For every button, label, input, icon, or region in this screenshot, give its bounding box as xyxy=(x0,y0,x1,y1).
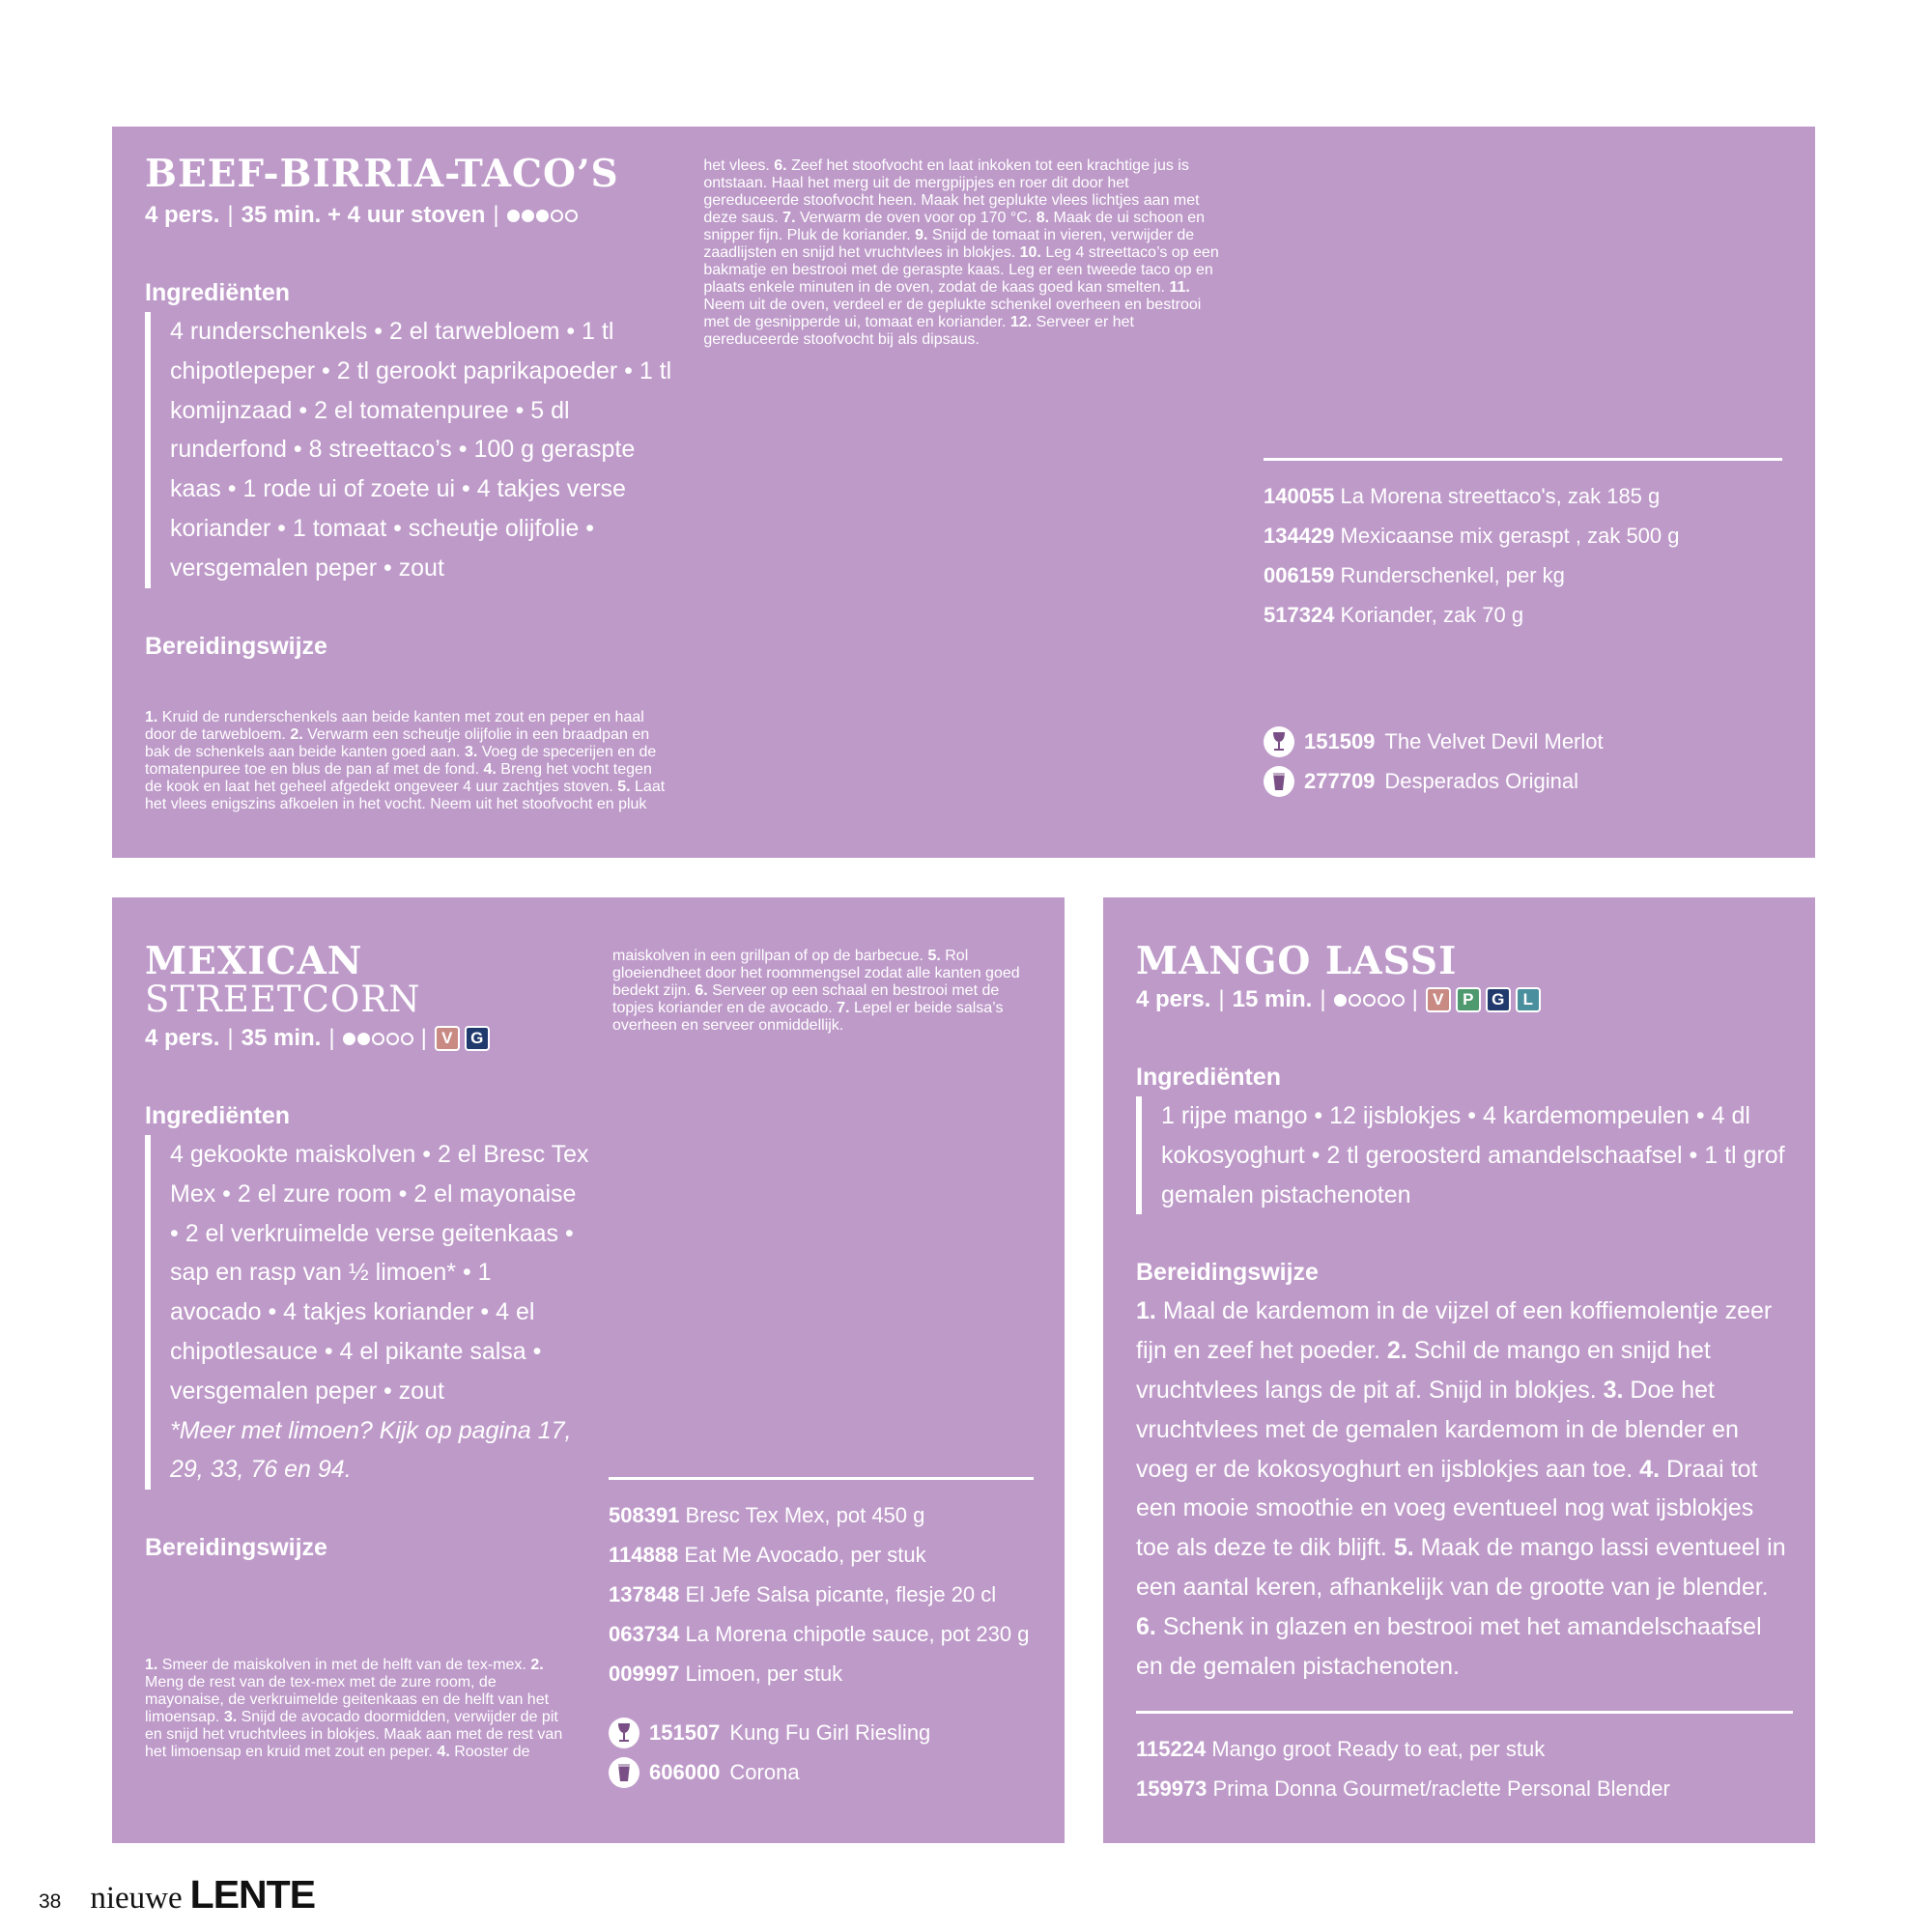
step-number: 4. xyxy=(437,1744,450,1760)
step-number: 5. xyxy=(1393,1534,1414,1562)
product-list xyxy=(1136,1729,1793,1808)
product-item xyxy=(609,1614,1034,1654)
product-item xyxy=(1136,1769,1793,1808)
step-text: Smeer de maiskolven in met de helft van de tex-mex. xyxy=(161,1657,526,1673)
wine-name: Kung Fu Girl Riesling xyxy=(729,1720,931,1745)
step-number: 5. xyxy=(617,779,631,795)
step-number: 2. xyxy=(290,726,303,743)
brand-prefix: nieuwe xyxy=(90,1881,183,1916)
prep-time: 35 min. xyxy=(241,1025,322,1051)
difficulty-dot-empty xyxy=(1363,994,1376,1007)
prep-time: 35 min. + 4 uur stoven xyxy=(241,202,486,228)
step-text: Rol gloeiendheet door het roommengsel zodat alle kanten goed bedekt zijn. xyxy=(612,948,1020,999)
recipe-title: MEXICAN xyxy=(145,939,363,983)
step-number: 4. xyxy=(1639,1455,1661,1483)
product-list xyxy=(1264,476,1782,635)
product-name: Eat Me Avocado, per stuk xyxy=(684,1543,926,1567)
step-text: Neem uit de oven, verdeel er de geplukte schenkel overheen en bestrooi met de gesnipperde ui, tomaat en koriander. xyxy=(703,297,1202,330)
column-spacer xyxy=(145,948,566,1657)
recipe-title: MANGO LASSI xyxy=(1136,939,1458,983)
diet-badge-p: P xyxy=(1456,987,1481,1012)
ingredients-heading: Ingrediënten xyxy=(145,279,291,306)
diet-badges xyxy=(1426,987,1541,1012)
beef-column-3 xyxy=(1264,444,1782,801)
magazine-brand xyxy=(90,1872,315,1918)
brand-name: LENTE xyxy=(189,1872,316,1917)
wine-glass-icon xyxy=(1264,726,1294,757)
ingredients-note: *Meer met limoen? Kijk op pagina 17, 29, 33, 76 en 94. xyxy=(170,1416,572,1484)
step-text: Serveer op een schaal en bestrooi met de topjes koriander en de avocado. xyxy=(612,982,1000,1016)
step-text: Breng het vocht tegen de kook en laat het geheel afgedekt ongeveer 4 uur zachtjes stoven. xyxy=(145,761,652,795)
recipe-card-mexican-streetcorn xyxy=(112,897,1065,1843)
servings: 4 pers. xyxy=(145,202,220,228)
product-code: 137848 xyxy=(609,1582,680,1606)
method-steps xyxy=(1136,1292,1793,1686)
product-name: Limoen, per stuk xyxy=(685,1662,843,1686)
step-text: Leg 4 streettaco’s op een bakmatje en bestrooi met de geraspte kaas. Leg er een tweede taco op en plaats enkele minuten in de oven, zodat de kaas goed kan smelten. xyxy=(703,244,1219,296)
step-text: Voeg de specerijen en de tomatenpuree toe en blus de pan af met de fond. xyxy=(145,744,657,778)
method-heading: Bereidingswijze xyxy=(145,632,327,660)
step-text: Verwarm de oven voor op 170 °C. xyxy=(799,210,1033,226)
servings: 4 pers. xyxy=(1136,986,1211,1012)
recipe-subtitle: STREETCORN xyxy=(145,979,421,1020)
product-name: El Jefe Salsa picante, flesje 20 cl xyxy=(685,1582,997,1606)
step-number: 6. xyxy=(774,157,787,174)
step-text: Snijd de avocado doormidden, verwijder de pit en snijd het vruchtvlees in blokjes. Maak aan met de rest van het limoensap en kruid met zout en peper. xyxy=(145,1709,563,1760)
ingredients-list xyxy=(1136,1096,1793,1214)
corn-column-2-bottom xyxy=(609,1463,1034,1792)
product-code: 517324 xyxy=(1264,603,1335,627)
beer-glass-icon xyxy=(609,1757,639,1788)
ingredients-text: 4 gekookte maiskolven • 2 el Bresc Tex Mex • 2 el zure room • 2 el mayonaise • 2 el verkruimelde verse geitenkaas • sap en rasp van ½ limoen* • 1 avocado • 4 takjes koriander • 4 el chipotlesauce • 4 el pikante salsa • versgemalen peper • zout xyxy=(170,1141,589,1405)
product-code: 006159 xyxy=(1264,563,1335,587)
product-name: La Morena streettaco's, zak 185 g xyxy=(1340,484,1661,508)
step-text: Maak de mango lassi eventueel in een aantal keren, afhankelijk van de grootte van je blender. xyxy=(1136,1534,1786,1601)
ingredients-text: 4 runderschenkels • 2 el tarwebloem • 1 tl chipotlepeper • 2 tl gerookt paprikapoeder • 1 tl komijnzaad • 2 el tomatenpuree • 5 dl runderfond • 8 streettaco’s • 100 g geraspte kaas • 1 rode ui of zoete ui • 4 takjes verse koriander • 1 tomaat • scheutje olijfolie • versgemalen peper • zout xyxy=(170,318,672,582)
step-number: 9. xyxy=(915,227,928,243)
servings: 4 pers. xyxy=(145,1025,220,1051)
wine-pairing xyxy=(1264,722,1782,761)
beer-name: Desperados Original xyxy=(1384,769,1578,793)
beer-glass-icon xyxy=(1264,766,1294,797)
product-item xyxy=(609,1575,1034,1614)
step-text: Rooster de maiskolven in een grillpan of op de barbecue. xyxy=(454,948,923,1760)
product-item xyxy=(1136,1729,1793,1769)
step-number: 1. xyxy=(145,709,158,725)
step-number: 1. xyxy=(1136,1297,1156,1325)
step-number: 7. xyxy=(782,210,796,226)
product-code: 009997 xyxy=(609,1662,680,1686)
step-text: Doe het vruchtvlees met de gemalen kardemom in de blender en voeg er de kokosyoghurt en ijsblokjes aan toe. xyxy=(1136,1376,1739,1483)
difficulty-dot-filled xyxy=(1334,994,1347,1007)
method-heading: Bereidingswijze xyxy=(145,1534,327,1562)
product-item xyxy=(1264,476,1782,516)
product-code: 140055 xyxy=(1264,484,1335,508)
ingredients-heading: Ingrediënten xyxy=(145,1102,291,1129)
product-item xyxy=(1264,595,1782,635)
recipe-meta: 4 pers. | 35 min. | | V G xyxy=(145,1019,589,1058)
diet-badge-g: G xyxy=(465,1026,490,1051)
method-heading: Bereidingswijze xyxy=(1136,1259,1319,1287)
step-text: Zeef het stoofvocht en laat inkoken tot een krachtige jus is ontstaan. Haal het merg uit de mergpijpjes en roer dit door het gereduceerde stoofvocht heen. Maak het geplukte vlees lichtjes aan met deze saus. xyxy=(703,157,1200,226)
step-text: Lepel er beide salsa’s overheen en serveer onmiddellijk. xyxy=(612,1000,1004,1034)
product-item xyxy=(1264,555,1782,595)
step-number: 3. xyxy=(223,1709,238,1725)
step-number: 3. xyxy=(464,744,478,760)
divider xyxy=(1264,458,1782,461)
recipe-meta: 4 pers. | 15 min. | | V P G L xyxy=(1136,980,1793,1019)
difficulty-dot-empty xyxy=(1349,994,1361,1007)
recipe-title: BEEF-BIRRIA-TACO’S xyxy=(145,152,619,196)
product-name: Prima Donna Gourmet/raclette Personal Blender xyxy=(1212,1776,1670,1802)
product-code: 063734 xyxy=(609,1622,680,1646)
difficulty-dot-empty xyxy=(1378,994,1390,1007)
recipe-meta: 4 pers. | 35 min. + 4 uur stoven | xyxy=(145,196,686,235)
step-number: 6. xyxy=(1136,1612,1156,1640)
diet-badge-l: L xyxy=(1516,987,1541,1012)
product-name: Mango groot Ready to eat, per stuk xyxy=(1211,1737,1546,1762)
step-text: Meng de rest van de tex-mex met de zure room, de mayonaise, de verkruimelde geitenkaas en de helft van het limoensap. xyxy=(145,1674,550,1725)
diet-badge-g: G xyxy=(1486,987,1511,1012)
product-name: La Morena chipotle sauce, pot 230 g xyxy=(685,1622,1030,1646)
beer-code: 606000 xyxy=(649,1760,721,1784)
product-name: Mexicaanse mix geraspt , zak 500 g xyxy=(1340,524,1680,548)
step-number: 2. xyxy=(1386,1337,1407,1365)
step-number: 5. xyxy=(927,948,941,964)
step-text: Snijd de tomaat in vieren, verwijder de zaadlijsten en snijd het vruchtvlees in blokjes. xyxy=(703,227,1195,261)
product-item xyxy=(1264,516,1782,555)
step-number: 6. xyxy=(695,982,708,999)
step-text: Kruid de runderschenkels aan beide kanten met zout en peper en haal door de tarwebloem. xyxy=(145,709,644,743)
beer-name: Corona xyxy=(729,1760,800,1784)
product-item xyxy=(609,1654,1034,1693)
diet-badge-v: V xyxy=(1426,987,1451,1012)
ingredients-heading: Ingrediënten xyxy=(1136,1064,1282,1091)
product-code: 115224 xyxy=(1136,1737,1207,1762)
step-text: Schenk in glazen en bestrooi met het amandelschaafsel en de gemalen pistachenoten. xyxy=(1136,1612,1762,1680)
column-spacer xyxy=(145,157,665,709)
step-number: 10. xyxy=(1019,244,1041,261)
lassi-column xyxy=(1136,897,1793,1808)
step-number: 1. xyxy=(145,1657,158,1673)
page-number: 38 xyxy=(39,1890,62,1913)
wine-pairing xyxy=(609,1713,1034,1752)
ingredients-text: 1 rijpe mango • 12 ijsblokjes • 4 kardemompeulen • 4 dl kokosyoghurt • 2 tl geroosterd amandelschaafsel • 1 tl grof gemalen pistachenoten xyxy=(1161,1102,1785,1208)
beer-code: 277709 xyxy=(1304,769,1376,793)
recipe-card-beef-birria xyxy=(112,127,1815,858)
step-number: 4. xyxy=(483,761,497,778)
wine-name: The Velvet Devil Merlot xyxy=(1384,729,1604,753)
product-list xyxy=(609,1495,1034,1693)
step-text: Draai tot een mooie smoothie en voeg eventueel nog wat ijsblokjes toe als deze te dik blijft. xyxy=(1136,1455,1758,1562)
page-footer xyxy=(39,1872,315,1918)
wine-code: 151507 xyxy=(649,1720,721,1745)
product-item xyxy=(609,1535,1034,1575)
step-number: 8. xyxy=(1036,210,1050,226)
wine-glass-icon xyxy=(609,1718,639,1748)
beer-pairing xyxy=(1264,761,1782,801)
divider xyxy=(1136,1711,1793,1714)
step-number: 7. xyxy=(837,1000,850,1016)
product-name: Runderschenkel, per kg xyxy=(1340,563,1565,587)
step-text: Schil de mango en snijd het vruchtvlees langs de pit af. Snijd in blokjes. xyxy=(1136,1337,1711,1404)
difficulty-rating xyxy=(1334,994,1405,1007)
product-name: Koriander, zak 70 g xyxy=(1340,603,1524,627)
step-number: 3. xyxy=(1603,1376,1624,1404)
divider xyxy=(609,1477,1034,1480)
product-code: 114888 xyxy=(609,1543,679,1567)
product-name: Bresc Tex Mex, pot 450 g xyxy=(685,1503,925,1527)
recipe-card-mango-lassi xyxy=(1103,897,1815,1843)
step-text: Verwarm een scheutje olijfolie in een braadpan en bak de schenkels aan beide kanten goed aan. xyxy=(145,726,650,760)
product-code: 159973 xyxy=(1136,1776,1208,1802)
difficulty-dot-empty xyxy=(1392,994,1405,1007)
step-text: Serveer er het gereduceerde stoofvocht bij als dipsaus. xyxy=(703,314,1134,348)
step-text: Laat het vlees enigszins afkoelen in het vocht. Neem uit het stoofvocht en pluk het vlees. xyxy=(145,157,770,812)
step-number: 2. xyxy=(530,1657,544,1673)
product-item xyxy=(609,1495,1034,1535)
step-text: Maal de kardemom in de vijzel of een koffiemolentje zeer fijn en zeef het poeder. xyxy=(1136,1297,1773,1365)
step-number: 12. xyxy=(1009,314,1033,330)
diet-badge-v: V xyxy=(435,1026,460,1051)
product-code: 508391 xyxy=(609,1503,680,1527)
product-code: 134429 xyxy=(1264,524,1335,548)
step-text: Maak de ui schoon en snipper fijn. Pluk de koriander. xyxy=(703,210,1206,243)
wine-code: 151509 xyxy=(1304,729,1376,753)
prep-time: 15 min. xyxy=(1232,986,1313,1012)
beer-pairing xyxy=(609,1752,1034,1792)
step-number: 11. xyxy=(1169,279,1190,296)
